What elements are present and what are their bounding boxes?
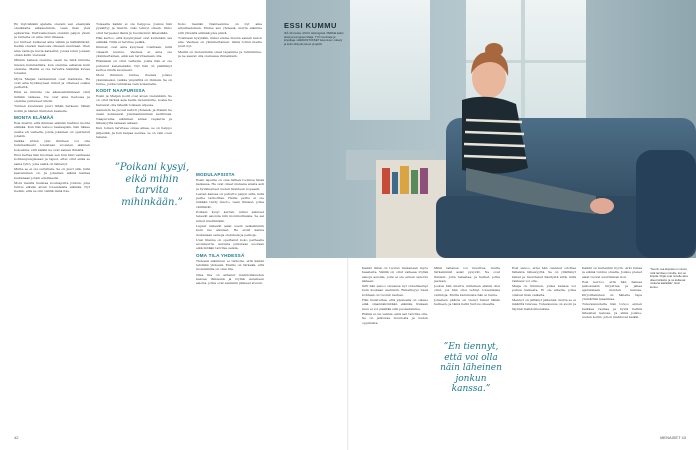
- books: [420, 168, 428, 194]
- paragraph: Mikä tahansa voi muuttua, mutta tärkeimmät asiat pysyvät. Ne ovat ihmiset, joita rakastaa, ja hetket, jotka jaetaan.: [434, 266, 500, 283]
- paragraph: Moni meistä muistaa kouluajoilta jonkun, joka tuntui elävän aivan toisenlaista elämää. Nyt tiedän, että se olin välillä minä itse.: [14, 180, 90, 194]
- paragraph: Eikä se minulle ole aikaisemminkaan ollut mitään vaikeaa. Ne ovat aina tiedossa ja olemme puhuneet niistä.: [14, 90, 90, 104]
- column-6: [512, 266, 576, 426]
- paragraph: Toisinaan kysytään, miksi emme muuta saman katon alle. Vastaus on yksinkertainen: tämä toimii meille juuri nyt.: [178, 35, 262, 49]
- column-2: [96, 22, 172, 422]
- paragraph: Hän kertoo, että kysymykset ovat kuitenkin osa elämää. Niitä ei tarvitse pelätä.: [96, 35, 172, 45]
- paragraph: Essin ja Maijan kodit ovat aivan vierekkäin. Se on ollut tärkeä asia heille molemmille, koska he haluavat olla lähellä toisiaan arjessa.: [96, 94, 172, 107]
- paragraph: Aamuisin he juovat kahvit yhdessä, ja iltaisin he usein kokkaavat jommankumman keittiössä. Naapureina eläminen antaa vapautta ja läheisyyttä samaan aikaan.: [96, 108, 172, 125]
- paragraph: Tunnen kuuluvani juuri tähän hetkeen, tähän kotiin ja näiden ihmisten keskelle.: [14, 104, 90, 113]
- paragraph: Elämässä on ollut vaiheita, joista hän ei ole puhunut kenellekään. Nyt hän on päättänyt kertoa niistä avoimesti.: [96, 59, 172, 72]
- column-7: [582, 266, 642, 426]
- paragraph: Maija on ihminen, jonka kanssa voi puhua kaikesta. Ei ole aiheita, jotka olisivat liian vaikeita.: [512, 284, 576, 297]
- window-left: [350, 0, 430, 120]
- paragraph: Essin lapsilla on oma tärkeä roolinsa tässä kaikessa. He ovat olleet mukana alusta asti ja hyväksyneet uuden tilanteen nopeasti.: [196, 178, 264, 191]
- bio-name: ESSI KUMMU: [284, 21, 337, 30]
- paragraph: Toisaalta kaikki ei ole helppoa. Joskus hän pysähtyy ja miettii, onko tehnyt oikein. Onko ollut tarpeeksi läsnä ja huomioinut läheisiään.: [96, 22, 172, 35]
- photo-caption: ”Suurin osa kirjoista on minun, mitä tarvitsen minulle, kun en kirjoita. Kirjat ovat minulle aina olleet tärkeitä, ja ne kulkevat mukana kaikkialle”, Essi kertoo.: [650, 267, 688, 289]
- paragraph: Meillä on molemmilla omat tapamme ja rutiinimme, ja ne saavat olla olemassa rinnakkain.: [178, 49, 262, 59]
- column-5: [434, 266, 500, 336]
- col2-text: [96, 22, 172, 86]
- column-3-lower: [196, 170, 264, 422]
- column-4: [362, 266, 428, 426]
- sofa-arm: [636, 150, 696, 258]
- paragraph: Lapset näkevät asiat usein selkeämmin kuin me aikuiset. He eivät kanna mukanaan samoja oletuksia ja pelkoja.: [196, 223, 264, 237]
- books: [382, 168, 390, 194]
- section-heading: MODULAPSISTA: [196, 172, 235, 177]
- column-3: [178, 22, 262, 112]
- pull-quote: ”Poikani kysyi, eikö mihin tarvita mihinkään.”: [114, 162, 190, 208]
- col1b-text: [14, 121, 90, 194]
- paragraph: Ensi kertaa hän huomasi sen kun kävi vanhassa kotikaupungissaan ja tajusi, ettei ollut enää se sama tyttö, joka sieltä oli lähtenyt.: [14, 153, 90, 166]
- paragraph: Ihmiset ovat aina kysyneet toisiltaan, mitä oikeasti kuuluu. Vastaus ei aina ole yksinkertainen, eikä sen tarvitsekaan olla.: [96, 45, 172, 59]
- col3b-text: [196, 178, 264, 251]
- column-1: [14, 22, 90, 422]
- paragraph: Mutta se ei ole surullista. Se on juuri sitä, mitä kasvaminen on. Ja jokainen elämä kantaa mukanaan jotain edellisestä.: [14, 166, 90, 180]
- paragraph: Poikani kysyi kerran, miksi aikuiset tekevät asioista niin monimutkaisia. Se sai minut miettimään.: [196, 210, 264, 223]
- books: [392, 172, 398, 194]
- bio-facts: IKÄ 40 vuotta. ASUU Helsingissä. PERHE kaksi lasta ja kumppani Maija. TYÖ toimittaja ja kirjoittaja. HARRASTUKSET lukeminen, kävely ja kotiin liittyvät pienet projektit.: [284, 31, 344, 47]
- section-heading: OMA TILA YHDESSÄ: [196, 252, 245, 258]
- paragraph: Koko meidän tilanteemme on nyt aika ainutlaatuinen. Emme asu yhdessä, mutta elämme silti yhteistä elämää joka päivä.: [178, 22, 262, 35]
- paragraph: Kaikki on kuitenkin hyvin. Arki rullaa ja elämä tuntuu omalta. Joskus pienet asiat tuovat suurimman ilon.: [582, 266, 642, 279]
- paragraph: Essi kertoo, että hän haluaa jatkossakin kirjoittaa ja jakaa ajatuksiaan muiden kanssa. Kirjoittaminen on hänelle tapa ymmärtää maailmaa.: [582, 279, 642, 302]
- paragraph: Silti hän sanoo olevansa nyt onnellisempi kuin koskaan aiemmin. Rehellisyys itseä kohtaan on tuonut rauhan.: [362, 284, 428, 297]
- paragraph: Joskus hän miettii, millainen elämä olisi ollut, jos hän olisi tehnyt toisenlaisia valintoja. Mutta katumusta hän ei tunne.: [434, 284, 500, 297]
- paragraph: En mytokkään ajatelle olevani sen enempää oheikkaita aikaisemmin, vaan ihan yleä epävarma. Partioaikonaan olenkin paljon yksin ja tunteita on aina ollut ilmassa.: [14, 22, 90, 39]
- paragraph: Oma tila on antanut mahdollisuuden kasvaa ihmisenä ja löytää uudelleen asioita, jotka ovat aiemmin jääneet sivuun.: [196, 272, 264, 286]
- paragraph: Kaikki tämä on tuonut mukanaan myös haasteita. Välillä on ollut vaikeaa löytää sanoja asioille, joita ei ole ennen sanottu ääneen.: [362, 266, 428, 283]
- paragraph: Essi miettii, että ihmisen elämän mahtuu monta elämää. Kun hän katsoo taaksepäin, hän näkee useita eri vaiheita, joista jokainen on opettanut jotakin.: [14, 120, 90, 138]
- page-number: 42: [14, 435, 19, 440]
- bio-box: [284, 22, 344, 47]
- books: [400, 166, 409, 194]
- section-heading: KODIT NAAPURISSA: [96, 88, 146, 94]
- page-number: MENAISET 43: [660, 435, 686, 440]
- pull-quote: ”En tiennyt, että voi olla näin läheinen jonkun kanssa.”: [440, 342, 502, 394]
- col3c-text: [196, 259, 264, 286]
- col1-text: [14, 22, 90, 113]
- paragraph: Kun toinen tarvitsee omaa aikaa, se on helppo järjestää. Ja kun kaipaa seuraa, se on vain oven takana.: [96, 126, 172, 139]
- paragraph: Yhdessä eläminen ei tarkoita, että kaikki tehdään yhdessä. Essille on tärkeää, että molemmilla on oma tila.: [196, 258, 264, 272]
- paragraph: Jokainen päätös on vienyt hänet tähän hetkeen, ja tämä hetki tuntuu oikealta.: [434, 298, 500, 307]
- paragraph: Tulevaisuudelta hän toivoo ennen kaikkea rauhaa ja hyviä hetkiä läheisten kanssa. Ja ehkä joskus, uuden kodin, johon mahtuvat kaikki.: [582, 302, 642, 320]
- paragraph: Minkin kanssa olemme usein ne mitä minulle mielen kummallista, kun olemme sellaisia kuin olemme. Meillä ei ole tarvetta kääntää kuvaa toiseksi.: [14, 58, 90, 76]
- paragraph: Mennyt on jättänyt jälkensä, mutta se ei määritä tulevaa. Tulevaisuus on avoin ja täynnä mahdollisuuksia.: [512, 298, 576, 311]
- paragraph: Elämä ei ole valmis, eikä sen tarvitse olla. Se on jatkuvaa muutosta ja uuden oppimista.: [362, 311, 428, 325]
- person-feet: [590, 198, 614, 214]
- section-heading: MONTA ELÄMÄÄ: [14, 114, 54, 120]
- paragraph: Moni ihminen tuntee itsensä joskus yksinäiseksi, vaikka ympärillä on ihmisiä. Se on tunne, jonka tunnistaa vain kokemalla.: [96, 73, 172, 86]
- paragraph: Lasten kanssa on puhuttu paljon siitä, mitä perhe tarkoittaa. Heille perhe ei ole mikään tietty muoto, vaan ihmiset, jotka välittävät.: [196, 191, 264, 209]
- paragraph: Hän muistuttaa, että jokaisella on oikeus elää omannäköistään elämää. Kukaan muu ei voi päättää sitä puolestamme.: [362, 298, 428, 311]
- paragraph: Uusi tilanne on opettanut koko perheelle avoimuutta. Asioista puhutaan suoraan eikä mitään tarvitse salata.: [196, 237, 264, 251]
- books: [411, 170, 418, 194]
- paragraph: Jos tunteet kulkevat aina vähän ja hätkähtävät, tiedän olevani menossa oikeaan suuntaan. Olen aina vanhoja kuvia katsellut, joissa istun jossain oman äidin vieressä.: [14, 40, 90, 58]
- paragraph: Myös Maijan vanhemmat ovat mahtavia. He ovat aina hyväksyneet minut ja ottaneet osaksi perhettä.: [14, 76, 90, 90]
- person-bun: [485, 43, 503, 57]
- paragraph: Essi sanoo, ettei hän osannut odottaa tällaista läheisyyttä. Se on yllättänyt hänet ja muuttanut käsitystä siitä, mitä rakkaus voi olla.: [512, 266, 576, 283]
- paragraph: Vaikka sitten yksi ihminen voi olla kummallisesti toisistaan eroavien elämien kokoelma, silti kaikki ne ovat samaa ihmistä.: [14, 139, 90, 152]
- col2b-text: [96, 94, 172, 139]
